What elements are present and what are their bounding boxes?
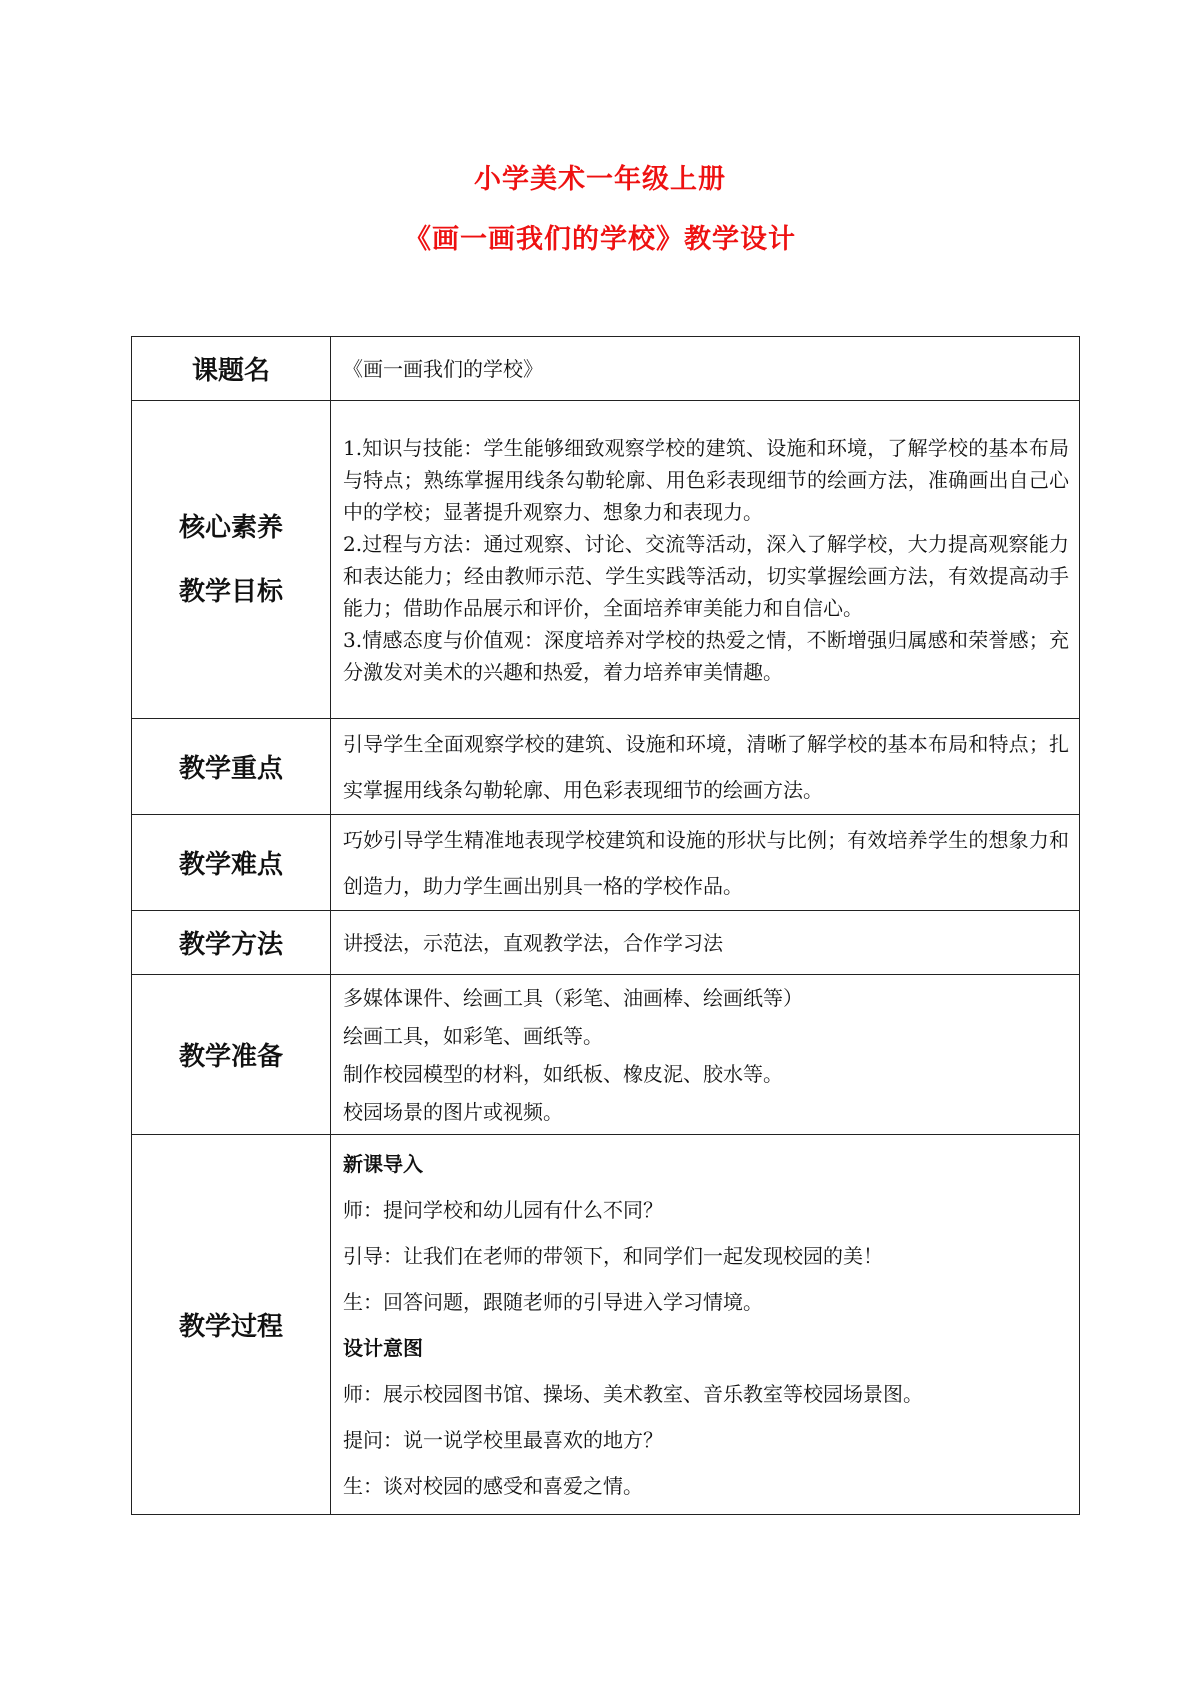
difficulties-label: 教学难点 — [132, 815, 331, 911]
preparation-item: 校园场景的图片或视频。 — [343, 1099, 563, 1124]
objective-item: 1.知识与技能：学生能够细致观察学校的建筑、设施和环境，了解学校的基本布局与特点；熟练掌握用线条勾勒轮廓、用色彩表现细节的绘画方法，准确画出自己心中的学校；显著提升观察力、想象力和表现力。 — [343, 435, 1069, 524]
methods-value: 讲授法，示范法，直观教学法，合作学习法 — [331, 911, 1080, 975]
process-label: 教学过程 — [132, 1135, 331, 1515]
key-points-content — [331, 719, 1080, 815]
objectives-label — [132, 401, 331, 719]
row-key-points — [132, 719, 1080, 815]
process-line: 生：回答问题，跟随老师的引导进入学习情境。 — [343, 1289, 763, 1314]
preparation-label: 教学准备 — [132, 975, 331, 1135]
objective-item: 3.情感态度与价值观：深度培养对学校的热爱之情，不断增强归属感和荣誉感；充分激发对美术的兴趣和热爱，着力培养审美情趣。 — [343, 627, 1069, 684]
process-section-heading: 设计意图 — [343, 1335, 423, 1360]
objectives-label-line-1: 核心素养 — [178, 512, 283, 543]
topic-label: 课题名 — [132, 337, 331, 401]
preparation-item: 制作校园模型的材料，如纸板、橡皮泥、胶水等。 — [343, 1061, 783, 1086]
title-line-1: 小学美术一年级上册 — [474, 164, 726, 195]
row-difficulties — [132, 815, 1080, 911]
row-process — [132, 1135, 1080, 1515]
document-title — [0, 150, 1200, 270]
preparation-item: 多媒体课件、绘画工具（彩笔、油画棒、绘画纸等） — [343, 985, 803, 1010]
process-line: 提问：说一说学校里最喜欢的地方？ — [343, 1427, 663, 1452]
preparation-content — [331, 975, 1080, 1135]
lesson-plan-table — [131, 336, 1080, 1515]
key-points-label: 教学重点 — [132, 719, 331, 815]
process-line: 师：展示校园图书馆、操场、美术教室、音乐教室等校园场景图。 — [343, 1381, 923, 1406]
row-objectives — [132, 401, 1080, 719]
objectives-content — [331, 401, 1080, 719]
process-content — [331, 1135, 1080, 1515]
objectives-label-line-2: 教学目标 — [178, 576, 283, 607]
difficulties-value: 巧妙引导学生精准地表现学校建筑和设施的形状与比例；有效培养学生的想象力和创造力，助力学生画出别具一格的学校作品。 — [343, 827, 1069, 898]
row-methods — [132, 911, 1080, 975]
process-line: 生：谈对校园的感受和喜爱之情。 — [343, 1473, 643, 1498]
methods-label: 教学方法 — [132, 911, 331, 975]
row-topic — [132, 337, 1080, 401]
process-line: 引导：让我们在老师的带领下，和同学们一起发现校园的美！ — [343, 1243, 883, 1268]
difficulties-content — [331, 815, 1080, 911]
topic-value: 《画一画我们的学校》 — [331, 337, 1080, 401]
row-preparation — [132, 975, 1080, 1135]
key-points-value: 引导学生全面观察学校的建筑、设施和环境，清晰了解学校的基本布局和特点；扎实掌握用线条勾勒轮廓、用色彩表现细节的绘画方法。 — [343, 731, 1069, 802]
preparation-item: 绘画工具，如彩笔、画纸等。 — [343, 1023, 603, 1048]
process-section-heading: 新课导入 — [343, 1151, 423, 1176]
objective-item: 2.过程与方法：通过观察、讨论、交流等活动，深入了解学校，大力提高观察能力和表达能力；经由教师示范、学生实践等活动，切实掌握绘画方法，有效提高动手能力；借助作品展示和评价，全面培养审美能力和自信心。 — [343, 531, 1069, 620]
title-line-2: 《画一画我们的学校》教学设计 — [404, 224, 796, 255]
process-line: 师：提问学校和幼儿园有什么不同？ — [343, 1197, 663, 1222]
